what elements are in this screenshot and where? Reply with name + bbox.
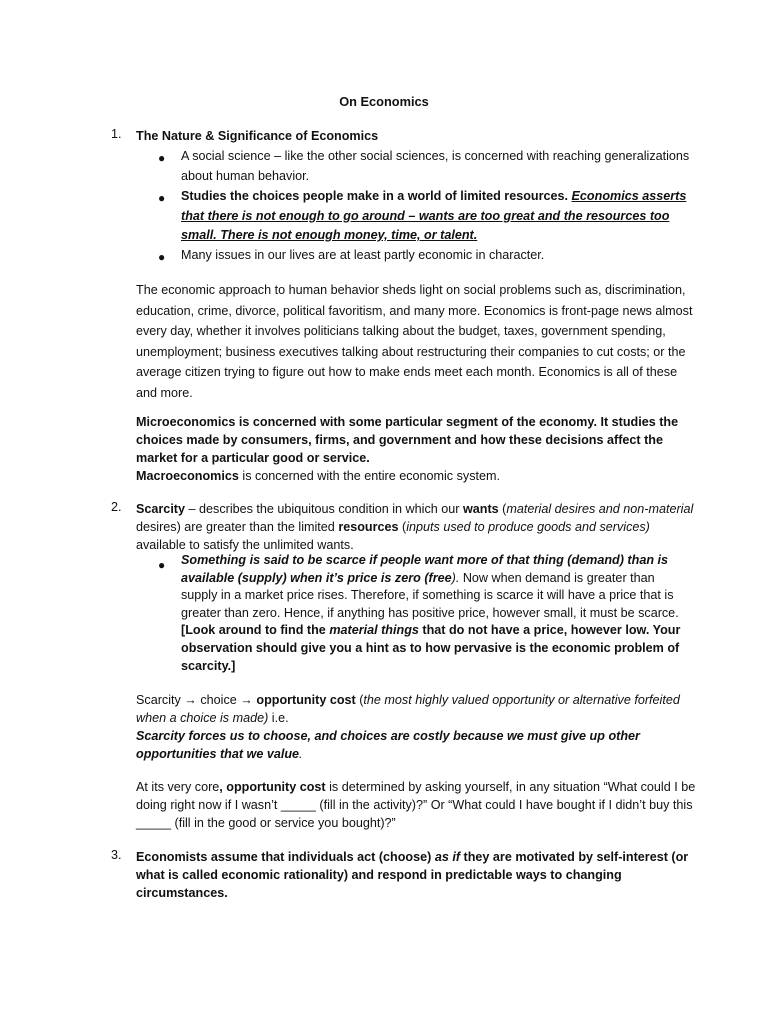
bullet-icon: ● — [158, 558, 166, 572]
section-1-paragraph-2: Microeconomics is concerned with some particular segment of the economy. It studies the choices made by consumers, firms, and government and how these decisions affect the market for a particular good or service. Macroeconomics is concerned with the entire economic system. — [136, 415, 679, 483]
section-1-bullet-1: A social science – like the other social sciences, is concerned with reaching generalizations about human behavior. — [181, 149, 690, 183]
section-2-number: 2. — [111, 500, 122, 514]
section-2-bullet-1: Something is said to be scarce if people want more of that thing (demand) than is available (supply) when it’s price is zero (free). Now when demand is greater than supply in a market price rises. Therefore, if something is scarce it will have a price that is greater than zero. Hence, if anything has positive price, however small, it must be scarce. [Look around to find the material things that do not have a price, however low. Your observation should give you a hint as to how pervasive is the economic problem of scarcity.] — [181, 553, 681, 673]
section-3-number: 3. — [111, 848, 122, 862]
section-1-bullet-2: Studies the choices people make in a world of limited resources. Economics asserts that there is not enough to go around – wants are too great and the resources too small. There is not enough money, time, or talent. — [181, 189, 687, 242]
section-1-paragraph-1: The economic approach to human behavior sheds light on social problems such as, discrimination, education, crime, divorce, political favoritism, and many more. Economics is front-page news almost every day, whether it involves politicians talking about the budget, taxes, government spending, unemployment; business executives talking about restructuring their companies to cut costs; or the average citizen trying to figure out how to make ends meet each month. Economics is all of these and more. — [136, 283, 693, 400]
bullet-icon: ● — [158, 250, 166, 264]
section-1-number: 1. — [111, 127, 122, 141]
section-1-bullet-3: Many issues in our lives are at least partly economic in character. — [181, 248, 545, 262]
bullet-icon: ● — [158, 191, 166, 205]
opportunity-cost-paragraph: At its very core, opportunity cost is determined by asking yourself, in any situation “What could I be doing right now if I wasn’t _____ (fill in the activity)?” Or “What could I have bought if I didn’t buy this _____ (fill in the good or service you bought)?” — [136, 780, 696, 830]
scarcity-chain-paragraph: Scarcity → choice → opportunity cost (the most highly valued opportunity or alternative forfeited when a choice is made) i.e. Scarcity forces us to choose, and choices are costly because we must give up other opportunities that we value. — [136, 693, 680, 761]
section-2-intro: Scarcity – describes the ubiquitous condition in which our wants (material desires and non-material desires) are greater than the limited resources (inputs used to produce goods and services) available to satisfy the unlimited wants. — [136, 502, 694, 552]
page-title: On Economics — [339, 94, 429, 109]
section-3-text: Economists assume that individuals act (choose) as if they are motivated by self-interest (or what is called economic rationality) and respond in predictable ways to changing circumstances. — [136, 850, 689, 900]
bullet-icon: ● — [158, 151, 166, 165]
section-1-heading: The Nature & Significance of Economics — [136, 129, 379, 143]
